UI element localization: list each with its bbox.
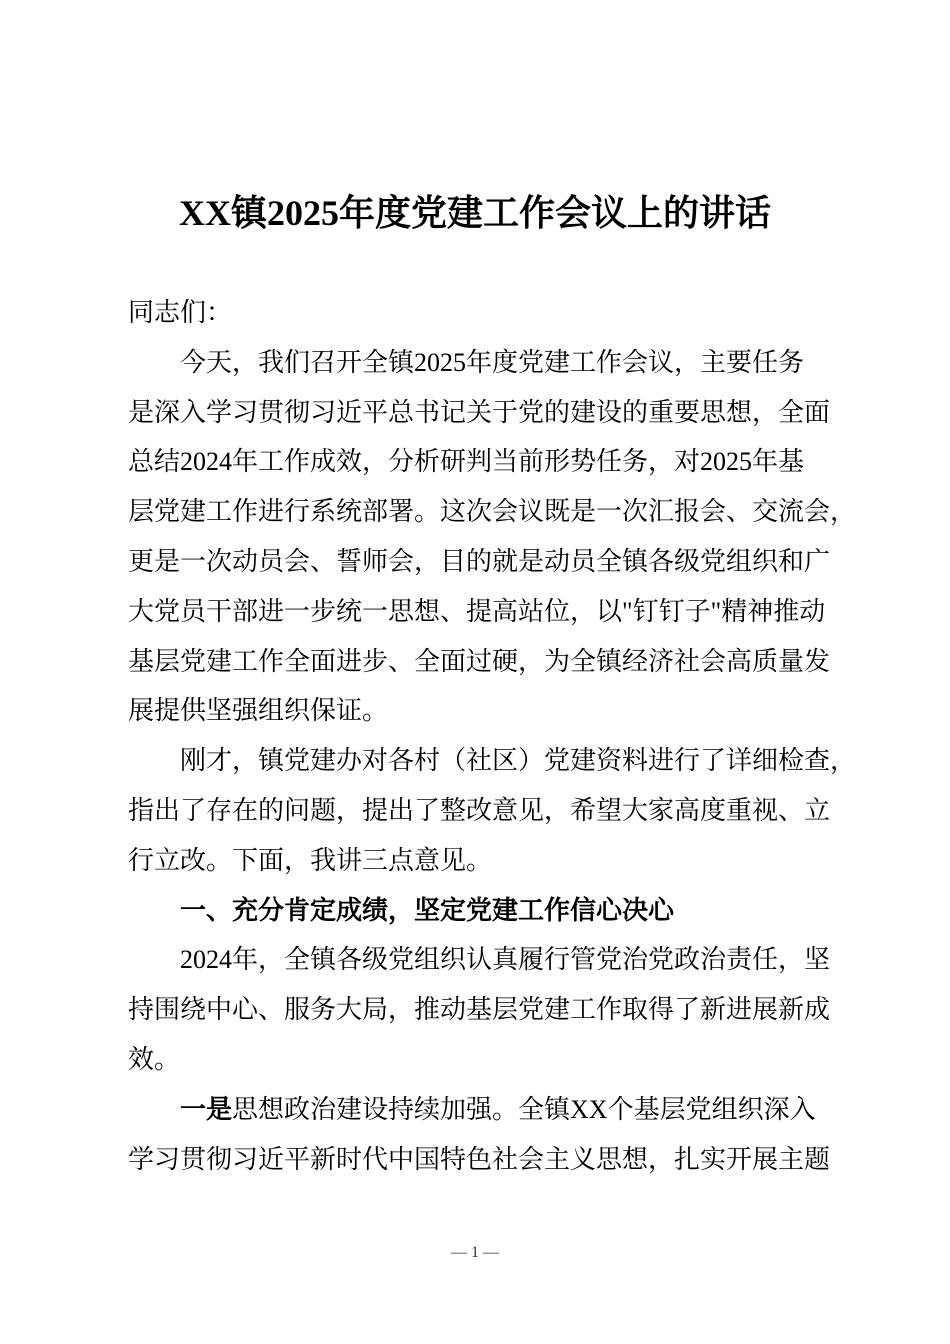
- line-text: 更是一次动员会、誓师会，目的就是动员全镇各级党组织和广: [128, 546, 831, 576]
- line-text: 指出了存在的问题，提出了整改意见，希望大家高度重视、立: [128, 795, 831, 825]
- line-text: 行立改。下面，我讲三点意见。: [128, 845, 493, 875]
- salutation: 同志们：: [128, 298, 233, 327]
- line-text: 是深入学习贯彻习近平总书记关于党的建设的重要思想，全面: [128, 397, 831, 427]
- line-text: 大党员干部进一步统一思想、提高站位，以"钉钉子"精神推动: [128, 596, 826, 626]
- text-line: [128, 686, 848, 736]
- line-text: 层党建工作进行系统部署。这次会议既是一次汇报会、交流会，: [128, 497, 857, 527]
- line-text: 思想政治建设持续加强。全镇XX个基层党组织深入: [232, 1094, 816, 1124]
- lead-phrase: 一是: [180, 1094, 233, 1124]
- text-line: [128, 1085, 848, 1135]
- line-text: 总结2024年工作成效，分析研判当前形势任务，对2025年基: [128, 447, 805, 477]
- line-text: 一、充分肯定成绩，坚定党建工作信心决心: [180, 895, 675, 925]
- text-line: [128, 736, 857, 786]
- text-line: [128, 786, 848, 836]
- text-line: [128, 1135, 848, 1185]
- document-title: XX镇2025年度党建工作会议上的讲话: [179, 193, 771, 233]
- line-text: 刚才，镇党建办对各村（社区）党建资料进行了详细检查，: [180, 746, 857, 776]
- text-line: [128, 587, 848, 637]
- line-text: 展提供坚强组织保证。: [128, 696, 389, 726]
- text-line: [128, 985, 848, 1035]
- page-number: — 1 —: [451, 1244, 499, 1261]
- speech-text: [128, 338, 857, 1185]
- text-line: [128, 1035, 848, 1085]
- line-text: 2024年，全镇各级党组织认真履行管党治党政治责任，坚: [180, 945, 831, 975]
- text-line: [128, 487, 857, 537]
- line-text: 今天，我们召开全镇2025年度党建工作会议，主要任务: [180, 347, 805, 377]
- text-line: [128, 836, 848, 886]
- text-line: [128, 338, 848, 388]
- text-line: [128, 637, 848, 687]
- text-line: [128, 935, 848, 985]
- text-line: [128, 437, 848, 487]
- line-text: 基层党建工作全面进步、全面过硬，为全镇经济社会高质量发: [128, 646, 831, 676]
- text-line: [128, 388, 848, 438]
- section-heading: [128, 886, 848, 936]
- line-text: 学习贯彻习近平新时代中国特色社会主义思想，扎实开展主题: [128, 1144, 831, 1174]
- text-line: [128, 537, 848, 587]
- line-text: 持围绕中心、服务大局，推动基层党建工作取得了新进展新成: [128, 995, 831, 1025]
- line-text: 效。: [128, 1044, 181, 1074]
- document-body: [128, 288, 857, 1184]
